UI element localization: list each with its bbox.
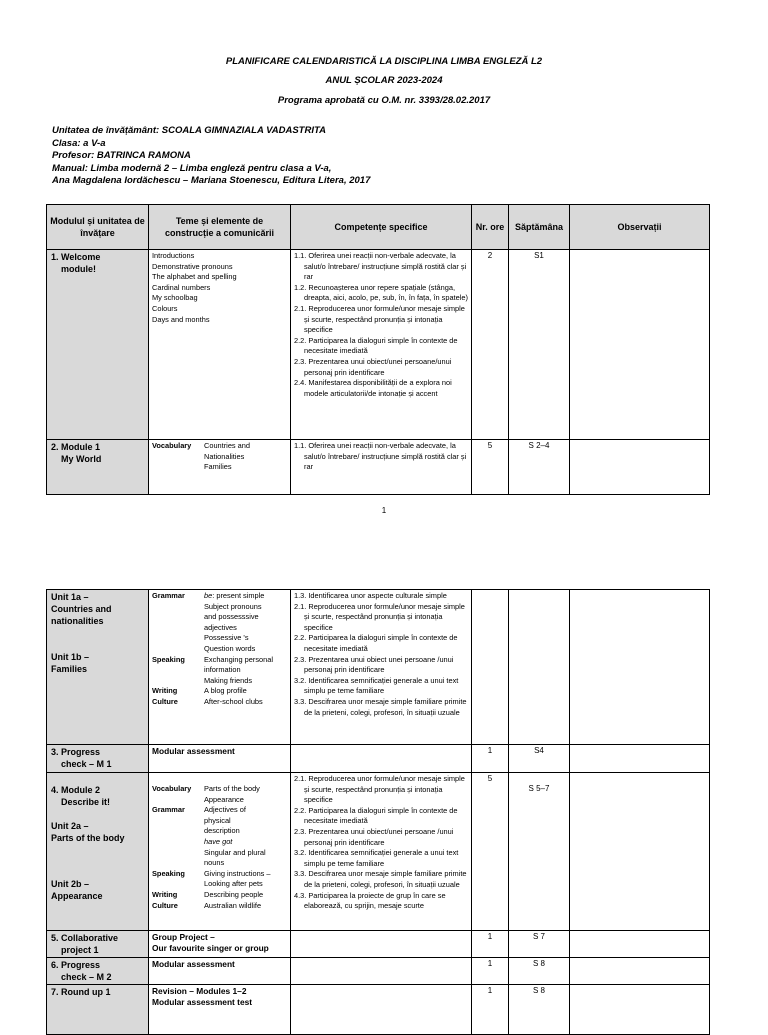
module-title: 7. Round up 1 (51, 987, 111, 997)
competence-item: 1.3. Identificarea unor aspecte culturale simple (294, 591, 447, 600)
section-label: Culture (152, 696, 178, 706)
week-value: S 5–7 (528, 784, 550, 793)
hours-cell: 2 (472, 250, 509, 440)
speaking-section (152, 655, 287, 687)
theme-item: adjectives (204, 622, 237, 632)
speaking-section (152, 869, 287, 890)
notes-cell (570, 590, 710, 745)
notes-cell (570, 250, 710, 440)
section-label: Grammar (152, 805, 185, 815)
module-subtitle: check – M 2 (61, 972, 112, 982)
section-label: Vocabulary (152, 441, 192, 450)
theme-item: After-school clubs (204, 696, 263, 706)
module-cell (47, 745, 149, 773)
table-row (47, 773, 710, 931)
theme-item: Question words (204, 643, 256, 653)
module-cell (47, 958, 149, 985)
theme-item: The alphabet and spelling (152, 272, 237, 282)
theme-item: description (204, 826, 240, 836)
school-year: ANUL ȘCOLAR 2023-2024 (325, 75, 443, 86)
themes-cell (149, 985, 291, 1035)
vocabulary-section (152, 441, 287, 473)
unit-title: Families (51, 664, 88, 674)
module-subtitle: check – M 1 (61, 759, 112, 769)
manual-title: Manual: Limba modernă 2 – Limba engleză pentru clasa a V-a, (52, 162, 332, 174)
table-row (47, 745, 710, 773)
table-row (47, 250, 710, 440)
page-number: 1 (381, 506, 387, 515)
header-themes: Teme și elemente de construcție a comunicării (149, 205, 291, 250)
module-title: 4. Module 2 (51, 785, 101, 795)
module-cell (47, 931, 149, 958)
unit-title: Unit 1b – (51, 652, 90, 662)
document-title: PLANIFICARE CALENDARISTICĂ LA DISCIPLINA LIMBA ENGLEZĂ L2 (225, 56, 543, 67)
theme-item: Introductions (152, 251, 195, 260)
culture-section (152, 901, 287, 912)
hours-cell: 1 (472, 745, 509, 773)
section-label: Vocabulary (152, 784, 192, 793)
theme-item: Days and months (152, 314, 210, 324)
theme-item: : present simple (212, 591, 265, 600)
competence-item: 2.3. Prezentarea unui obiect/unei persoane/unui personaj prin identificare (294, 356, 452, 377)
themes-cell (149, 590, 291, 745)
header-competences: Competențe specifice (291, 205, 472, 250)
competence-item: 2.2. Participarea la dialoguri simple în contexte de necesitate imediată (294, 335, 458, 356)
theme-item: Exchanging personal (204, 654, 274, 664)
document-info (52, 125, 370, 188)
unit-title: Countries and (51, 604, 112, 614)
module-cell (47, 250, 149, 440)
competences-cell (291, 745, 472, 773)
hours-cell: 5 (472, 440, 509, 495)
teacher-name: Profesor: BATRINCA RAMONA (52, 150, 191, 161)
manual-authors: Ana Magdalena Iordăchescu – Mariana Stoenescu, Editura Litera, 2017 (52, 175, 371, 186)
hours-cell: 1 (472, 985, 509, 1035)
notes-cell (570, 985, 710, 1035)
module-title: 1. Welcome (51, 252, 101, 262)
module-cell (47, 773, 149, 931)
module-cell (47, 590, 149, 745)
curriculum-program: Programa aprobată cu O.M. nr. 3393/28.02.2017 (277, 95, 491, 106)
module-cell (47, 985, 149, 1035)
themes-cell (149, 250, 291, 440)
table-header-row (47, 205, 710, 250)
competence-item: 2.3. Prezentarea unui obiect unei persoane /unui personaj prin identificare (294, 654, 454, 675)
competence-item: 3.3. Descifrarea unor mesaje simple familiare primite de la prieteni, colegi, profesori, în situații uzuale (294, 696, 467, 717)
theme-item: Cardinal numbers (152, 282, 211, 292)
theme-item: Appearance (204, 794, 244, 804)
theme-item: Singular and plural (204, 847, 266, 857)
competence-item: 2.1. Reproducerea unor formule/unor mesaje simple și scurte, respectând pronunția și intonația specifice (294, 774, 465, 805)
grammar-section (152, 805, 287, 869)
header-module: Modulul și unitatea de învățare (47, 205, 149, 250)
theme-item: A blog profile (204, 686, 247, 696)
themes-cell: Modular assessment (149, 745, 291, 773)
unit-title: Appearance (51, 891, 103, 901)
module-subtitle: My World (61, 454, 102, 464)
competence-item: 3.2. Identificarea semnificației generale a unui text simplu pe teme familiare (294, 675, 459, 696)
hours-cell: 5 (472, 773, 509, 931)
unit-title: Unit 2b – (51, 879, 90, 889)
theme-item: be (204, 591, 213, 600)
section-label: Writing (152, 889, 178, 899)
week-cell: S1 (509, 250, 570, 440)
competence-item: 1.1. Oferirea unei reacții non-verbale adecvate, la salut/o întrebare/ instrucțiune simplă rostită clar și rar (294, 251, 467, 282)
theme-item: information (204, 665, 241, 675)
theme-item: Colours (152, 303, 178, 313)
theme-item: Looking after pets (204, 879, 263, 889)
week-cell (509, 773, 570, 931)
competence-item: 4.3. Participarea la proiecte de grup în care se elaborează, cu sprijin, mesaje scurte (294, 890, 446, 911)
competence-item: 3.2. Identificarea semnificației generale a unui text simplu pe teme familiare (294, 848, 459, 868)
competences-cell (291, 773, 472, 931)
grammar-section (152, 591, 287, 655)
writing-section (152, 686, 287, 697)
theme-item: Nationalities (204, 451, 245, 461)
section-label: Speaking (152, 654, 185, 664)
themes-cell (149, 773, 291, 931)
section-label: Speaking (152, 868, 185, 878)
theme-item: Revision – Modules 1–2 (152, 986, 247, 996)
unit-title: Parts of the body (51, 833, 125, 843)
unit-title: Unit 1a – (51, 592, 89, 602)
competence-item: 1.1. Oferirea unei reacții non-verbale adecvate, la salut/o întrebare/ instrucțiune simplă rostită clar și rar (294, 441, 467, 472)
week-cell: S 2–4 (509, 440, 570, 495)
competence-item: 2.4. Manifestarea disponibilității de a explora noi modele articulatorii/de intonație și accent (294, 378, 452, 398)
theme-item: and possesssive (204, 612, 259, 622)
module-subtitle: Describe it! (61, 797, 111, 807)
competences-cell (291, 590, 472, 745)
theme-item: Adjectives of (204, 805, 246, 815)
competence-item: 3.3. Descifrarea unor mesaje simple familiare primite de la prieteni, colegi, profesori, în situații uzuale (294, 869, 467, 889)
competences-cell (291, 931, 472, 958)
module-title: 3. Progress (51, 747, 101, 757)
culture-section (152, 697, 287, 708)
header-week: Săptămâna (509, 205, 570, 250)
theme-item: Families (204, 462, 232, 472)
themes-cell: Modular assessment (149, 958, 291, 985)
unit-title: Unit 2a – (51, 821, 89, 831)
notes-cell (570, 745, 710, 773)
class-name: Clasa: a V-a (52, 137, 106, 149)
module-subtitle: module! (61, 264, 96, 274)
theme-item: Australian wildlife (204, 900, 262, 910)
hours-cell (472, 590, 509, 745)
header-hours: Nr. ore (472, 205, 509, 250)
theme-item: Making friends (204, 675, 253, 685)
theme-item: Group Project – (152, 932, 215, 942)
competence-item: 1.2. Recunoașterea unor repere spațiale (stânga, dreapta, aici, acolo, pe, sub, în, în fața, în spatele) (294, 282, 468, 303)
theme-item: have got (204, 836, 233, 846)
notes-cell (570, 931, 710, 958)
table-row (47, 590, 710, 745)
theme-item: physical (204, 815, 231, 825)
section-label: Culture (152, 900, 178, 910)
theme-item: Demonstrative pronouns (152, 261, 233, 271)
notes-cell (570, 440, 710, 495)
competences-cell (291, 958, 472, 985)
competence-item: 2.1. Reproducerea unor formule/unor mesaje simple și scurte, respectând pronunția și intonația specifice (294, 601, 465, 632)
header-notes: Observații (570, 205, 710, 250)
week-cell: S4 (509, 745, 570, 773)
table-row (47, 440, 710, 495)
week-cell: S 8 (509, 958, 570, 985)
planning-table-page-2 (46, 589, 710, 1035)
competences-cell (291, 985, 472, 1035)
school-name: Unitatea de învățământ: SCOALA GIMNAZIALA VADASTRITA (52, 125, 326, 136)
week-cell: S 8 (509, 985, 570, 1035)
week-cell: S 7 (509, 931, 570, 958)
themes-cell (149, 440, 291, 495)
competences-cell (291, 250, 472, 440)
themes-cell (149, 931, 291, 958)
module-title: 2. Module 1 (51, 442, 101, 452)
competence-item: 2.2. Participarea la dialoguri simple în contexte de necesitate imediată (294, 633, 458, 653)
notes-cell (570, 958, 710, 985)
table-row (47, 931, 710, 958)
competence-item: 2.2. Participarea la dialoguri simple în contexte de necesitate imediată (294, 805, 458, 826)
theme-item: nouns (204, 858, 225, 868)
table-row (47, 985, 710, 1035)
theme-item: Parts of the body (204, 784, 260, 793)
week-cell (509, 590, 570, 745)
hours-cell: 1 (472, 931, 509, 958)
planning-table-page-1 (46, 204, 710, 495)
module-title: 5. Collaborative (51, 933, 119, 943)
theme-item: Giving instructions – (204, 868, 271, 878)
module-title: 6. Progress (51, 960, 101, 970)
competences-cell (291, 440, 472, 495)
theme-item: Our favourite singer or group (152, 943, 269, 953)
section-label: Grammar (152, 591, 185, 600)
table-row (47, 958, 710, 985)
hours-cell: 1 (472, 958, 509, 985)
notes-cell (570, 773, 710, 931)
theme-item: Subject pronouns (204, 601, 262, 611)
module-cell (47, 440, 149, 495)
competence-item: 2.1. Reproducerea unor formule/unor mesaje simple și scurte, respectând pronunția și intonația specifice (294, 303, 465, 335)
section-label: Writing (152, 686, 178, 696)
theme-item: Describing people (204, 889, 264, 899)
module-subtitle: project 1 (61, 945, 99, 955)
vocabulary-section (152, 784, 287, 805)
writing-section (152, 890, 287, 901)
theme-item: Modular assessment test (152, 997, 253, 1007)
theme-item: My schoolbag (152, 293, 198, 303)
unit-title: nationalities (51, 616, 104, 626)
competence-item: 2.3. Prezentarea unui obiect/unei persoane /unui personaj prin identificare (294, 826, 454, 847)
theme-item: Countries and (204, 441, 251, 450)
theme-item: Possessive 's (204, 633, 249, 643)
